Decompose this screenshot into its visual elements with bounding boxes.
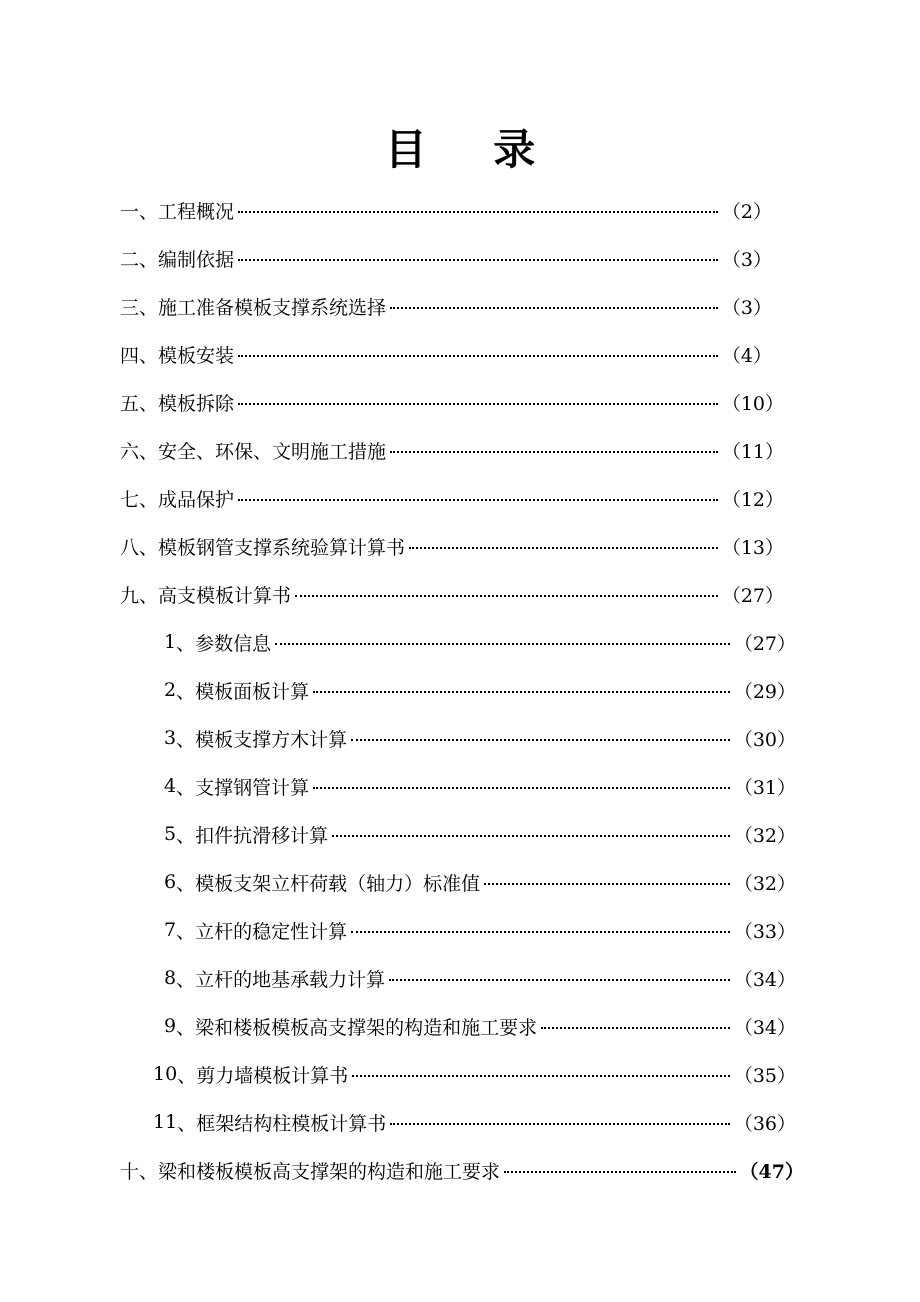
toc-entry[interactable] [164,762,796,810]
toc-number: 2 [164,679,177,701]
toc-entry[interactable] [164,618,796,666]
toc-number: 八 [120,536,140,559]
toc-entry[interactable] [120,474,784,522]
toc-label: 支撑钢管计算 [195,776,310,799]
toc-number: 九 [120,584,140,607]
toc-page-number: （33） [733,920,796,943]
toc-page-number: （13） [721,536,784,559]
toc-entry[interactable] [164,666,796,714]
toc-separator: 、 [139,488,159,511]
toc-number: 五 [120,392,140,415]
toc-label: 立杆的稳定性计算 [195,920,348,943]
toc-separator: 、 [139,392,159,415]
toc-label: 梁和楼板模板高支撑架的构造和施工要求 [195,1016,538,1039]
toc-page-number: （11） [721,440,784,463]
toc-entry[interactable] [120,186,772,234]
toc-separator: 、 [139,584,159,607]
toc-label: 扣件抗滑移计算 [195,824,329,847]
toc-entry[interactable] [120,570,784,618]
toc-number: 6 [164,871,177,893]
dot-leader [351,739,730,741]
toc-number: 七 [120,488,140,511]
dot-leader [313,691,730,693]
toc-label: 模板面板计算 [195,680,310,703]
toc-separator: 、 [139,440,159,463]
toc-separator: 、 [176,920,196,943]
dot-leader [275,643,730,645]
toc-number: 9 [164,1015,177,1037]
dot-leader [390,1123,730,1125]
toc-number: 8 [164,967,177,989]
dot-leader [352,1075,730,1077]
toc-page-number: （34） [733,968,796,991]
toc-page-number: （35） [733,1064,796,1087]
toc-separator: 、 [176,728,196,751]
toc-separator: 、 [177,1064,197,1087]
toc-number: 一 [120,200,140,223]
dot-leader [389,979,730,981]
toc-entry[interactable] [164,1002,796,1050]
toc-separator: 、 [139,296,159,319]
toc-entry[interactable] [164,858,796,906]
toc-page-number: （31） [733,776,796,799]
toc-entry[interactable] [120,426,784,474]
toc-separator: 、 [177,1112,197,1135]
dot-leader [484,883,730,885]
toc-label: 参数信息 [195,632,272,655]
dot-leader [390,307,718,309]
toc-label: 模板钢管支撑系统验算计算书 [158,536,406,559]
toc-separator: 、 [176,872,196,895]
dot-leader [409,547,718,549]
toc-separator: 、 [176,632,196,655]
toc-entry[interactable] [120,330,772,378]
dot-leader [332,835,730,837]
toc-separator: 、 [139,344,159,367]
toc-number: 5 [164,823,177,845]
toc-page-number: （30） [733,728,796,751]
dot-leader [238,403,718,405]
toc-separator: 、 [139,200,159,223]
toc-number: 7 [164,919,177,941]
toc-label: 框架结构柱模板计算书 [196,1112,387,1135]
toc-number: 四 [120,344,140,367]
toc-number: 10 [153,1063,178,1085]
toc-separator: 、 [139,248,159,271]
toc-number: 六 [120,440,140,463]
dot-leader [351,931,730,933]
toc-page-number: （3） [721,296,772,319]
toc-entry[interactable] [120,234,772,282]
toc-page-number: （27） [721,584,784,607]
toc-separator: 、 [176,968,196,991]
toc-entry[interactable] [164,906,796,954]
toc-label: 模板拆除 [158,392,235,415]
dot-leader [238,499,718,501]
toc-label: 模板安装 [158,344,235,367]
dot-leader [295,595,718,597]
toc-page-number: （29） [733,680,796,703]
dot-leader [238,211,718,213]
dot-leader [504,1171,736,1173]
toc-page-number: （34） [733,1016,796,1039]
toc-number: 3 [164,727,177,749]
toc-entry[interactable] [164,954,796,1002]
toc-number: 二 [120,248,140,271]
toc-number: 4 [164,775,177,797]
toc-number: 1 [164,631,177,653]
dot-leader [238,259,718,261]
toc-label: 安全、环保、文明施工措施 [158,440,387,463]
dot-leader [541,1027,730,1029]
toc-label: 编制依据 [158,248,235,271]
page-title: 目 录 [384,125,562,174]
toc-label: 模板支架立杆荷载（轴力）标准值 [195,872,481,895]
toc-entry[interactable] [164,810,796,858]
toc-entry[interactable] [153,1098,796,1146]
toc-page-number: （36） [733,1112,796,1135]
toc-separator: 、 [176,680,196,703]
toc-label: 梁和楼板模板高支撑架的构造和施工要求 [158,1160,501,1183]
toc-entry[interactable] [153,1050,796,1098]
toc-page-number: （27） [733,632,796,655]
toc-entry[interactable] [120,1146,804,1194]
toc-label: 工程概况 [158,200,235,223]
toc-separator: 、 [139,536,159,559]
toc-page-number: （2） [721,200,772,223]
toc-number: 三 [120,296,140,319]
dot-leader [313,787,730,789]
toc-label: 高支模板计算书 [158,584,292,607]
dot-leader [390,451,718,453]
dot-leader [238,355,718,357]
toc-page-number: （32） [733,872,796,895]
toc-page-number: （12） [721,488,784,511]
toc-label: 立杆的地基承载力计算 [195,968,386,991]
toc-separator: 、 [176,824,196,847]
toc-label: 剪力墙模板计算书 [196,1064,349,1087]
toc-label: 模板支撑方木计算 [195,728,348,751]
toc-entry[interactable] [120,378,784,426]
toc-entry[interactable] [164,714,796,762]
toc-label: 成品保护 [158,488,235,511]
toc-page-number: （47） [739,1160,804,1183]
toc-number: 十 [120,1160,140,1183]
toc-entry[interactable] [120,522,784,570]
toc-separator: 、 [139,1160,159,1183]
toc-page-number: （3） [721,248,772,271]
toc-label: 施工准备模板支撑系统选择 [158,296,387,319]
toc-separator: 、 [176,1016,196,1039]
toc-separator: 、 [176,776,196,799]
toc-page-number: （32） [733,824,796,847]
toc-page-number: （4） [721,344,772,367]
toc-number: 11 [153,1111,178,1133]
toc-entry[interactable] [120,282,772,330]
toc-page-number: （10） [721,392,784,415]
